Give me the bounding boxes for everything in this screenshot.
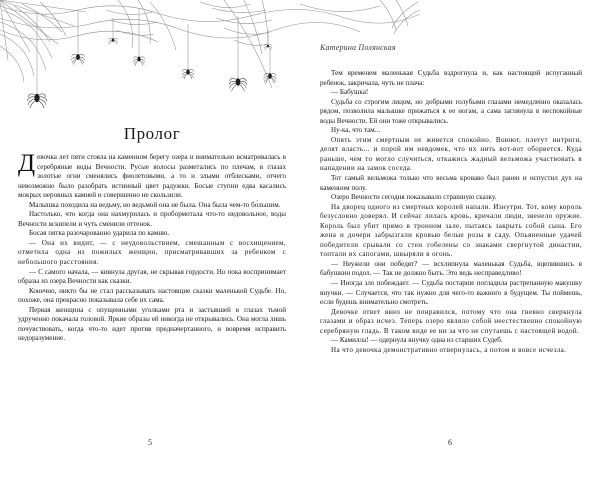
paragraph: Тот самый вельможа только что весьма кроваво был ранен и испустил дух на каменном полу.	[320, 174, 582, 192]
paragraph: Опять этим смертным не живется спокойно. Воюют, плетут интриги, делят власть... и порой им невдомек, что их нить вот-вот оборвется. Куда раньше, чем то могло случиться, откажись жадный вельможа участвовать в нападении на замок соседа.	[320, 135, 582, 173]
dialogue-paragraph: — С самого начала, — кивнула другая, не скрывая гордости. Но пока воспринимает образы из озера Вечности как сказки.	[18, 267, 286, 286]
paragraph: Ну-ка, что там...	[331, 126, 381, 135]
dialogue-paragraph: — Она их видит, — с неудовольствием, смешанным с восхищением, отметила одна из пожилых женщин, присматривавших за ребенком с небольшого расстояния.	[18, 238, 286, 267]
left-page-body	[18, 150, 286, 344]
paragraph-text: евочка лет пяти стояла на каменном берегу озера и внимательно всматривалась в серебряные воды Вечности. Русые волосы разметались по плечам, в глазах золотые огни сменялись фиолетовыми, а то и злыми отблесками, отчего невозможно было разобрать истинный цвет радужки. Босые ступни едва касались мокрых неровных камней и совершенно не скользили.	[18, 153, 286, 200]
right-page-body	[320, 69, 582, 355]
page-number-right: 6	[448, 438, 452, 447]
paragraph: Малышка походила на ведьму, но ведьмой она не была. Она была чем-то бо́льшим.	[29, 200, 281, 209]
dialogue-paragraph: — Бабушка!	[331, 88, 369, 97]
paragraph: Судьба со строгим лицом, но добрыми голубыми глазами немедленно оказалась рядом, позволила малышке прижаться к ее ногам, а сама заглянула в неспокойные воды Вечности. Ей они тоже открывались.	[320, 97, 582, 125]
drop-cap: Д	[18, 150, 36, 177]
paragraph: Конечно, никто бы не стал рассказывать настоящие сказки маленькой Судьбе. Но, похоже, она прекрасно показывала себе их сама.	[18, 286, 286, 305]
paragraph: Первая женщина с опущенными уголками рта и застывшей в глазах тьмой удрученно покачала головой. Яркие образы ей никогда не открывались. Она могла лишь почувствовать, когда что-то идет против предначертанного, и вовремя исправить недоразумение.	[18, 305, 286, 343]
paragraph: Настолько, что когда она нахмурилась и пробормотала что-то недовольное, воды Вечности вскипели и чуть сменили оттенок.	[18, 210, 286, 228]
dialogue-paragraph: — Камилла! — одернула внучку одна из старших Судеб.	[331, 336, 503, 345]
paragraph: На дворец одного из смертных королей напали. Изнутри. Тот, кому король безусловно доверял. И сейчас лилась кровь, кричали люди, звенело оружие. Король был убит прямо в тронном зале, пытаясь закрыть собой сына. Его жена и дочери забрызгали кровью белые розы в саду. Опьяненные удачей победители срывали со стен гобелены со знаками свергнутой династии, топтали их сапогами, швыряли в огонь.	[320, 202, 582, 259]
page-number-left: 5	[148, 438, 152, 447]
chapter-title: Пролог	[123, 124, 181, 143]
paragraph: Девочке ответ явно не понравился, потому что она гневно сверкнула глазами и образ исчез. Теперь озеро являло собой неестественно спокойную серебряную гладь. В таком виде ее ни за что не спутаешь с настоящей водой.	[320, 307, 582, 335]
paragraph-with-dropcap	[18, 150, 286, 201]
paragraph: Озеро Вечности сегодня показывало страшную сказку.	[331, 193, 497, 202]
paragraph: На что девочка демонстративно отвернулась, а потом и вовсе исчезла.	[331, 345, 567, 354]
running-head-author: Катерина Полянская	[320, 43, 396, 52]
right-page	[300, 0, 600, 485]
dialogue-paragraph: — Иногда зло побеждает. — Судьба постарше погладила растрепанную макушку внучки. — Случается, что так нужно для чего-то важного в будущем. Ты поймешь, если будешь внимательно смотреть.	[320, 279, 582, 307]
paragraph: Тем временем маленькая Судьба вздрогнула и, как настоящий испуганный ребенок, закричала, чуть не плача:	[320, 69, 582, 87]
paragraph: Босая пятка разочарованно ударила по камню.	[29, 229, 170, 238]
dialogue-paragraph: — Неужели они победят? — всхлипнула маленькая Судьба, вцепившись в бабушкин подол. — Так не должно быть. Это ведь несправедливо!	[320, 259, 582, 278]
